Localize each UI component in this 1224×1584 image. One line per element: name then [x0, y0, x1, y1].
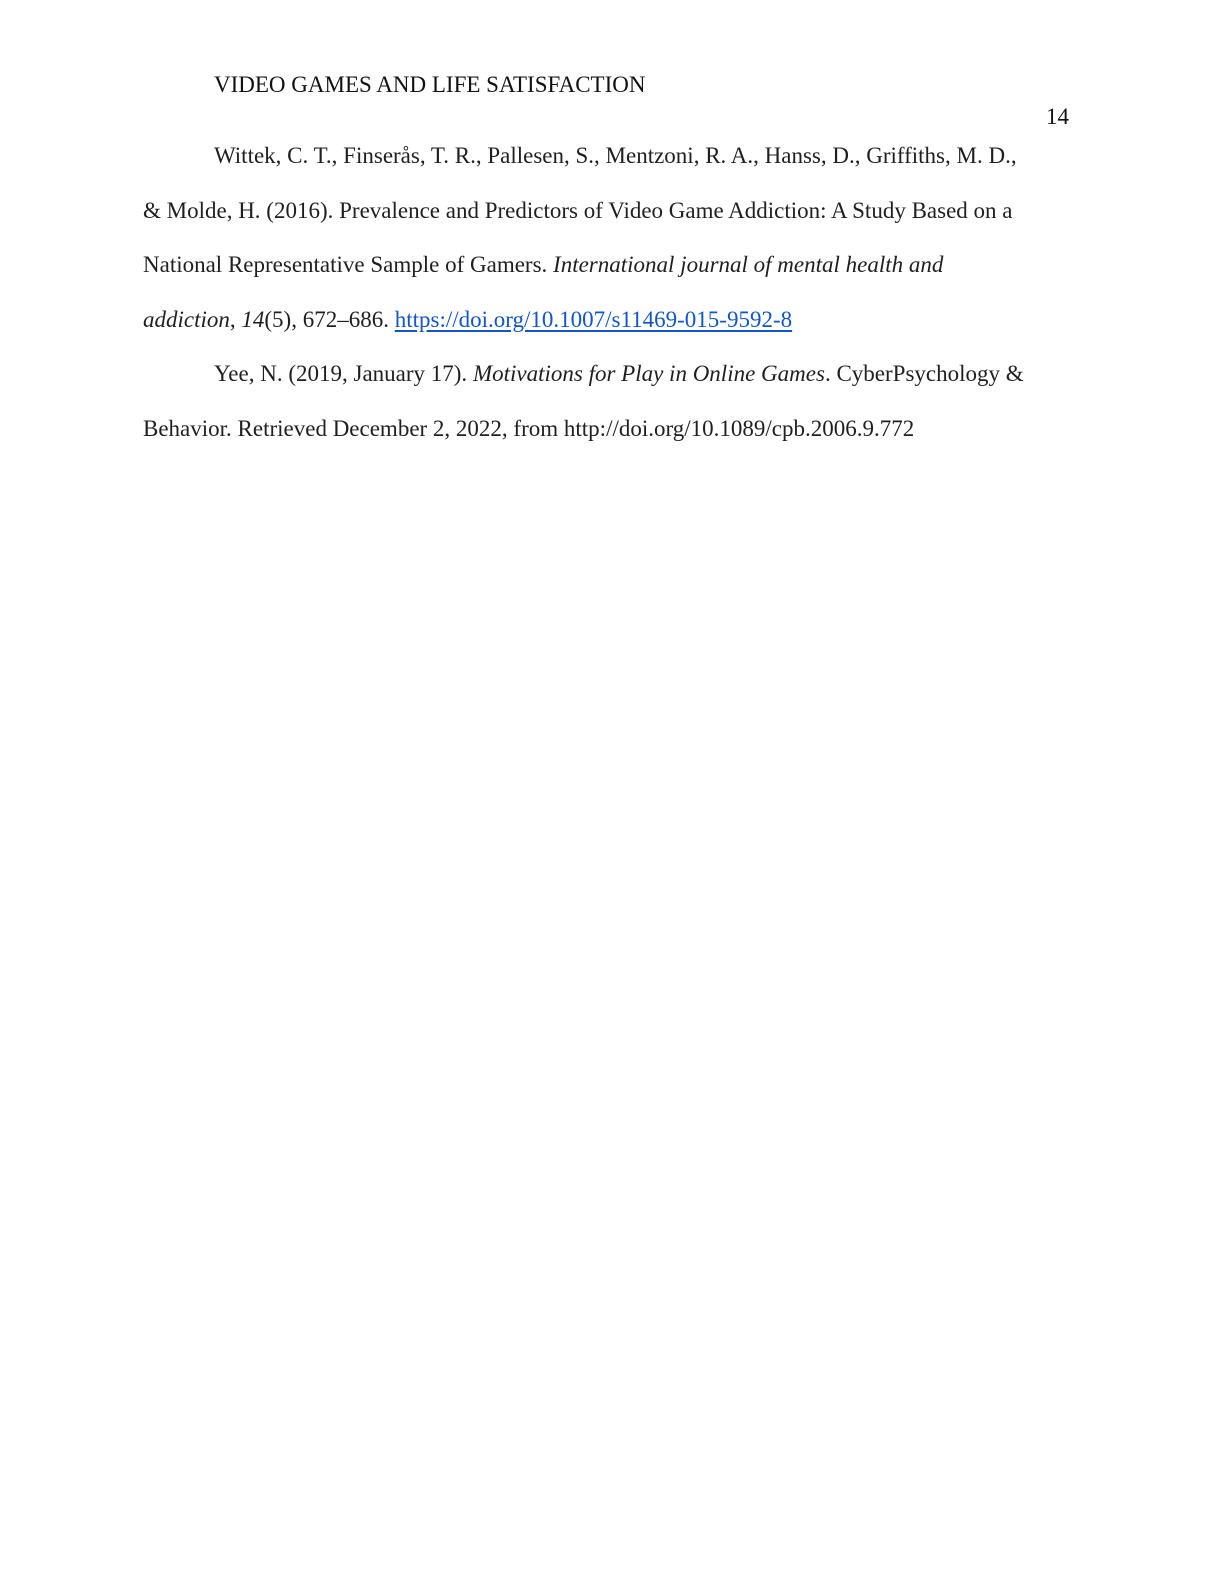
- reference-entry-yee: [143, 347, 1063, 456]
- running-head: VIDEO GAMES AND LIFE SATISFACTION: [214, 72, 646, 97]
- journal-title: International journal of mental health and: [553, 252, 944, 278]
- reference-text: ,: [229, 306, 242, 332]
- reference-line: Behavior. Retrieved December 2, 2022, from http://doi.org/10.1089/cpb.2006.9.772: [143, 415, 915, 441]
- reference-line: [143, 238, 1063, 293]
- reference-entry-wittek: [143, 129, 1063, 347]
- reference-text: National Representative Sample of Gamers.: [143, 252, 554, 278]
- reference-text: . CyberPsychology &: [824, 361, 1024, 387]
- reference-line: Wittek, C. T., Finserås, T. R., Pallesen, S., Mentzoni, R. A., Hanss, D., Griffiths, M. D.,: [214, 143, 1017, 168]
- reference-text: (5), 672–686.: [264, 306, 395, 332]
- reference-line: & Molde, H. (2016). Prevalence and Predictors of Video Game Addiction: A Study Based on a: [143, 197, 1013, 223]
- doi-link[interactable]: https://doi.org/10.1007/s11469-015-9592-8: [394, 306, 793, 332]
- volume-number: 14: [241, 306, 265, 332]
- reference-line: [143, 293, 1063, 348]
- journal-title: addiction: [143, 306, 230, 332]
- article-title: Motivations for Play in Online Games: [472, 361, 825, 387]
- page-number: 14: [1046, 104, 1069, 129]
- reference-list: [143, 129, 1063, 457]
- reference-line: [143, 347, 1063, 402]
- reference-text: Yee, N. (2019, January 17).: [214, 361, 473, 387]
